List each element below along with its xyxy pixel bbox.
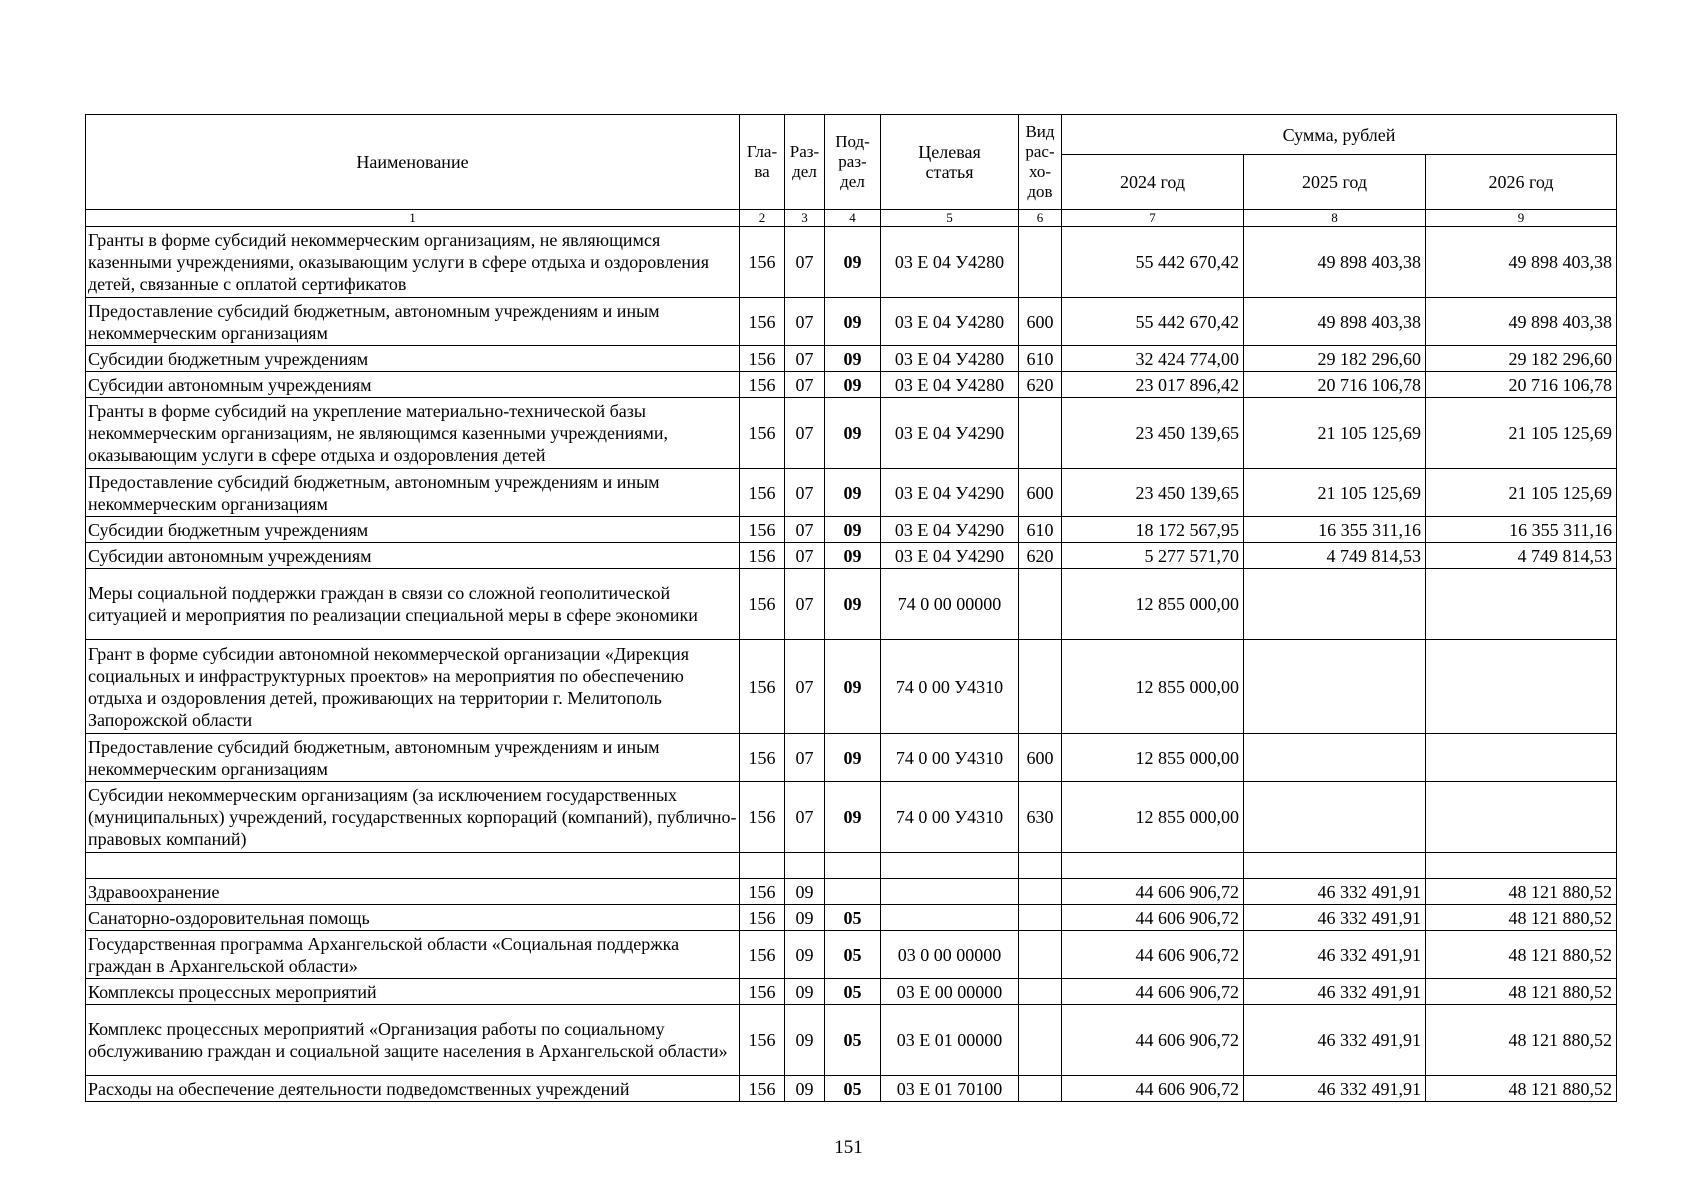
cell-vid-raskhodov [1019,1076,1062,1102]
cell-glava: 156 [740,517,785,543]
cell-amount-2026: 49 898 403,38 [1426,298,1617,346]
cell-amount-2026: 21 105 125,69 [1426,398,1617,469]
cell-razdel: 07 [785,346,825,372]
cell-name: Субсидии автономным учреждениям [86,372,740,398]
cell-amount-2024: 12 855 000,00 [1062,734,1244,782]
cell-tselevaya-statya: 74 0 00 00000 [881,569,1019,640]
cell-amount-2026: 29 182 296,60 [1426,346,1617,372]
cell-razdel [785,853,825,879]
table-row [86,782,1617,853]
cell-podrazdel: 05 [825,905,881,931]
cell-glava: 156 [740,398,785,469]
table-row [86,905,1617,931]
cell-amount-2024: 55 442 670,42 [1062,298,1244,346]
cell-razdel: 07 [785,517,825,543]
cell-razdel: 07 [785,298,825,346]
header-year-2025: 2025 год [1244,155,1426,210]
cell-glava: 156 [740,640,785,734]
cell-razdel: 07 [785,398,825,469]
table-row [86,346,1617,372]
cell-amount-2024: 44 606 906,72 [1062,1005,1244,1076]
cell-vid-raskhodov [1019,640,1062,734]
cell-tselevaya-statya: 03 Е 01 00000 [881,1005,1019,1076]
cell-razdel: 09 [785,905,825,931]
cell-vid-raskhodov: 600 [1019,469,1062,517]
cell-vid-raskhodov: 600 [1019,734,1062,782]
cell-podrazdel: 09 [825,227,881,298]
table-row [86,469,1617,517]
cell-amount-2024: 44 606 906,72 [1062,979,1244,1005]
cell-name: Комплексы процессных мероприятий [86,979,740,1005]
cell-tselevaya-statya: 03 Е 04 У4290 [881,398,1019,469]
cell-vid-raskhodov: 620 [1019,543,1062,569]
cell-tselevaya-statya: 03 Е 04 У4290 [881,517,1019,543]
cell-name: Грант в форме субсидии автономной некоммерческой организации «Дирекция социальных и инфраструктурных проектов» на мероприятия по обеспечению отдыха и оздоровления детей, проживающих на территории г. Мелитополь Запорожской области [86,640,740,734]
table-row [86,543,1617,569]
table-row [86,979,1617,1005]
cell-glava: 156 [740,1005,785,1076]
table-row [86,569,1617,640]
cell-razdel: 07 [785,782,825,853]
cell-tselevaya-statya [881,853,1019,879]
table-row [86,372,1617,398]
cell-name: Предоставление субсидий бюджетным, автономным учреждениям и иным некоммерческим организациям [86,298,740,346]
cell-vid-raskhodov: 610 [1019,346,1062,372]
cell-name: Предоставление субсидий бюджетным, автономным учреждениям и иным некоммерческим организациям [86,734,740,782]
cell-podrazdel: 09 [825,569,881,640]
cell-amount-2024: 23 017 896,42 [1062,372,1244,398]
cell-amount-2026: 48 121 880,52 [1426,1005,1617,1076]
header-glava: Гла- ва [740,115,785,210]
cell-glava [740,853,785,879]
cell-glava: 156 [740,298,785,346]
cell-amount-2026: 20 716 106,78 [1426,372,1617,398]
cell-tselevaya-statya: 03 Е 04 У4290 [881,543,1019,569]
cell-podrazdel: 09 [825,782,881,853]
table-row [86,517,1617,543]
table-row [86,931,1617,979]
cell-glava: 156 [740,931,785,979]
cell-name: Санаторно-оздоровительная помощь [86,905,740,931]
cell-name: Субсидии некоммерческим организациям (за исключением государственных (муниципальных) учреждений, государственных корпораций (компаний), публично-правовых компаний) [86,782,740,853]
table-row [86,879,1617,905]
cell-razdel: 07 [785,543,825,569]
column-number: 2 [740,210,785,227]
cell-amount-2026: 48 121 880,52 [1426,979,1617,1005]
cell-amount-2025 [1244,734,1426,782]
cell-amount-2025: 29 182 296,60 [1244,346,1426,372]
cell-podrazdel: 09 [825,346,881,372]
table-row [86,227,1617,298]
cell-razdel: 09 [785,1076,825,1102]
cell-razdel: 07 [785,569,825,640]
header-podrazdel: Под- раз- дел [825,115,881,210]
cell-amount-2024: 44 606 906,72 [1062,931,1244,979]
table-row [86,734,1617,782]
cell-amount-2026: 4 749 814,53 [1426,543,1617,569]
cell-amount-2025: 21 105 125,69 [1244,469,1426,517]
cell-razdel: 07 [785,640,825,734]
cell-amount-2026 [1426,782,1617,853]
header-year-2026: 2026 год [1426,155,1617,210]
cell-podrazdel: 09 [825,543,881,569]
cell-vid-raskhodov [1019,931,1062,979]
cell-amount-2026 [1426,640,1617,734]
cell-amount-2024: 5 277 571,70 [1062,543,1244,569]
cell-amount-2026: 48 121 880,52 [1426,1076,1617,1102]
cell-tselevaya-statya: 74 0 00 У4310 [881,782,1019,853]
cell-vid-raskhodov: 600 [1019,298,1062,346]
cell-vid-raskhodov: 610 [1019,517,1062,543]
cell-amount-2024: 12 855 000,00 [1062,782,1244,853]
cell-glava: 156 [740,227,785,298]
cell-amount-2025: 46 332 491,91 [1244,979,1426,1005]
cell-glava: 156 [740,469,785,517]
cell-tselevaya-statya: 03 Е 04 У4280 [881,372,1019,398]
cell-vid-raskhodov [1019,569,1062,640]
cell-amount-2025 [1244,569,1426,640]
cell-tselevaya-statya: 03 0 00 00000 [881,931,1019,979]
cell-podrazdel: 09 [825,640,881,734]
cell-vid-raskhodov: 630 [1019,782,1062,853]
cell-amount-2026: 48 121 880,52 [1426,879,1617,905]
cell-amount-2026: 16 355 311,16 [1426,517,1617,543]
cell-glava: 156 [740,346,785,372]
cell-podrazdel: 09 [825,372,881,398]
cell-amount-2024: 44 606 906,72 [1062,879,1244,905]
cell-name: Субсидии бюджетным учреждениям [86,346,740,372]
cell-tselevaya-statya [881,879,1019,905]
cell-amount-2026: 48 121 880,52 [1426,931,1617,979]
cell-amount-2025: 49 898 403,38 [1244,227,1426,298]
cell-amount-2025: 46 332 491,91 [1244,1076,1426,1102]
cell-name: Гранты в форме субсидий некоммерческим организациям, не являющимся казенными учреждениями, оказывающим услуги в сфере отдыха и оздоровления детей, связанные с оплатой сертификатов [86,227,740,298]
cell-vid-raskhodov [1019,905,1062,931]
cell-glava: 156 [740,905,785,931]
cell-amount-2025: 46 332 491,91 [1244,905,1426,931]
cell-glava: 156 [740,734,785,782]
cell-podrazdel: 05 [825,931,881,979]
cell-razdel: 09 [785,1005,825,1076]
cell-name: Государственная программа Архангельской области «Социальная поддержка граждан в Архангельской области» [86,931,740,979]
cell-vid-raskhodov [1019,1005,1062,1076]
cell-razdel: 07 [785,372,825,398]
cell-amount-2024: 18 172 567,95 [1062,517,1244,543]
cell-amount-2024: 44 606 906,72 [1062,1076,1244,1102]
cell-tselevaya-statya [881,905,1019,931]
cell-tselevaya-statya: 74 0 00 У4310 [881,640,1019,734]
cell-amount-2025: 49 898 403,38 [1244,298,1426,346]
cell-razdel: 07 [785,469,825,517]
table-row [86,398,1617,469]
cell-tselevaya-statya: 03 Е 00 00000 [881,979,1019,1005]
cell-amount-2025: 16 355 311,16 [1244,517,1426,543]
cell-glava: 156 [740,543,785,569]
cell-tselevaya-statya: 74 0 00 У4310 [881,734,1019,782]
cell-name: Меры социальной поддержки граждан в связи со сложной геополитической ситуацией и мероприятия по реализации специальной меры в сфере экономики [86,569,740,640]
cell-podrazdel: 09 [825,517,881,543]
cell-razdel: 07 [785,227,825,298]
cell-name [86,853,740,879]
cell-name: Комплекс процессных мероприятий «Организация работы по социальному обслуживанию граждан и социальной защите населения в Архангельской области» [86,1005,740,1076]
cell-amount-2024 [1062,853,1244,879]
table-row [86,1076,1617,1102]
header-name: Наименование [86,115,740,210]
cell-glava: 156 [740,569,785,640]
cell-razdel: 09 [785,879,825,905]
table-row [86,853,1617,879]
table-row [86,1005,1617,1076]
table-row [86,298,1617,346]
cell-podrazdel: 09 [825,469,881,517]
cell-amount-2025: 4 749 814,53 [1244,543,1426,569]
cell-name: Субсидии автономным учреждениям [86,543,740,569]
cell-amount-2024: 12 855 000,00 [1062,569,1244,640]
cell-amount-2025 [1244,853,1426,879]
cell-podrazdel: 05 [825,979,881,1005]
header-vid-raskhodov: Вид рас- хо- дов [1019,115,1062,210]
cell-amount-2026: 49 898 403,38 [1426,227,1617,298]
cell-podrazdel: 05 [825,1076,881,1102]
header-razdel: Раз- дел [785,115,825,210]
column-number: 3 [785,210,825,227]
cell-name: Гранты в форме субсидий на укрепление материально-технической базы некоммерческим организациям, не являющимся казенными учреждениями, оказывающим услуги в сфере отдыха и оздоровления детей [86,398,740,469]
cell-amount-2026 [1426,734,1617,782]
cell-glava: 156 [740,782,785,853]
cell-amount-2025: 46 332 491,91 [1244,1005,1426,1076]
cell-amount-2024: 23 450 139,65 [1062,398,1244,469]
cell-amount-2026 [1426,569,1617,640]
cell-tselevaya-statya: 03 Е 04 У4290 [881,469,1019,517]
cell-podrazdel [825,879,881,905]
cell-amount-2025: 20 716 106,78 [1244,372,1426,398]
cell-podrazdel: 09 [825,398,881,469]
table-body [86,227,1617,1102]
cell-podrazdel: 05 [825,1005,881,1076]
cell-name: Здравоохранение [86,879,740,905]
cell-tselevaya-statya: 03 Е 04 У4280 [881,298,1019,346]
cell-tselevaya-statya: 03 Е 04 У4280 [881,346,1019,372]
cell-razdel: 09 [785,931,825,979]
cell-vid-raskhodov [1019,227,1062,298]
column-number: 9 [1426,210,1617,227]
cell-tselevaya-statya: 03 Е 04 У4280 [881,227,1019,298]
cell-glava: 156 [740,979,785,1005]
cell-razdel: 09 [785,979,825,1005]
cell-amount-2024: 12 855 000,00 [1062,640,1244,734]
cell-amount-2026: 21 105 125,69 [1426,469,1617,517]
column-number: 4 [825,210,881,227]
cell-podrazdel: 09 [825,734,881,782]
cell-vid-raskhodov [1019,398,1062,469]
cell-amount-2024: 44 606 906,72 [1062,905,1244,931]
cell-amount-2024: 32 424 774,00 [1062,346,1244,372]
column-number: 8 [1244,210,1426,227]
cell-vid-raskhodov: 620 [1019,372,1062,398]
column-number: 7 [1062,210,1244,227]
cell-tselevaya-statya: 03 Е 01 70100 [881,1076,1019,1102]
column-number: 1 [86,210,740,227]
cell-amount-2026 [1426,853,1617,879]
page-number: 151 [834,1137,863,1158]
cell-vid-raskhodov [1019,853,1062,879]
cell-amount-2025 [1244,782,1426,853]
header-tselevaya-statya: Целевая статья [881,115,1019,210]
cell-amount-2024: 23 450 139,65 [1062,469,1244,517]
cell-name: Субсидии бюджетным учреждениям [86,517,740,543]
table-row [86,640,1617,734]
column-number: 6 [1019,210,1062,227]
budget-table [85,114,1617,1102]
header-summa: Сумма, рублей [1062,115,1617,155]
cell-name: Предоставление субсидий бюджетным, автономным учреждениям и иным некоммерческим организациям [86,469,740,517]
column-numbers-row [86,210,1617,227]
cell-amount-2025 [1244,640,1426,734]
cell-amount-2025: 21 105 125,69 [1244,398,1426,469]
cell-glava: 156 [740,1076,785,1102]
cell-podrazdel: 09 [825,298,881,346]
cell-podrazdel [825,853,881,879]
budget-table-container [85,114,1616,1102]
cell-name: Расходы на обеспечение деятельности подведомственных учреждений [86,1076,740,1102]
cell-glava: 156 [740,372,785,398]
cell-amount-2025: 46 332 491,91 [1244,879,1426,905]
cell-glava: 156 [740,879,785,905]
cell-amount-2024: 55 442 670,42 [1062,227,1244,298]
cell-razdel: 07 [785,734,825,782]
header-year-2024: 2024 год [1062,155,1244,210]
cell-amount-2025: 46 332 491,91 [1244,931,1426,979]
cell-vid-raskhodov [1019,979,1062,1005]
cell-vid-raskhodov [1019,879,1062,905]
cell-amount-2026: 48 121 880,52 [1426,905,1617,931]
column-number: 5 [881,210,1019,227]
